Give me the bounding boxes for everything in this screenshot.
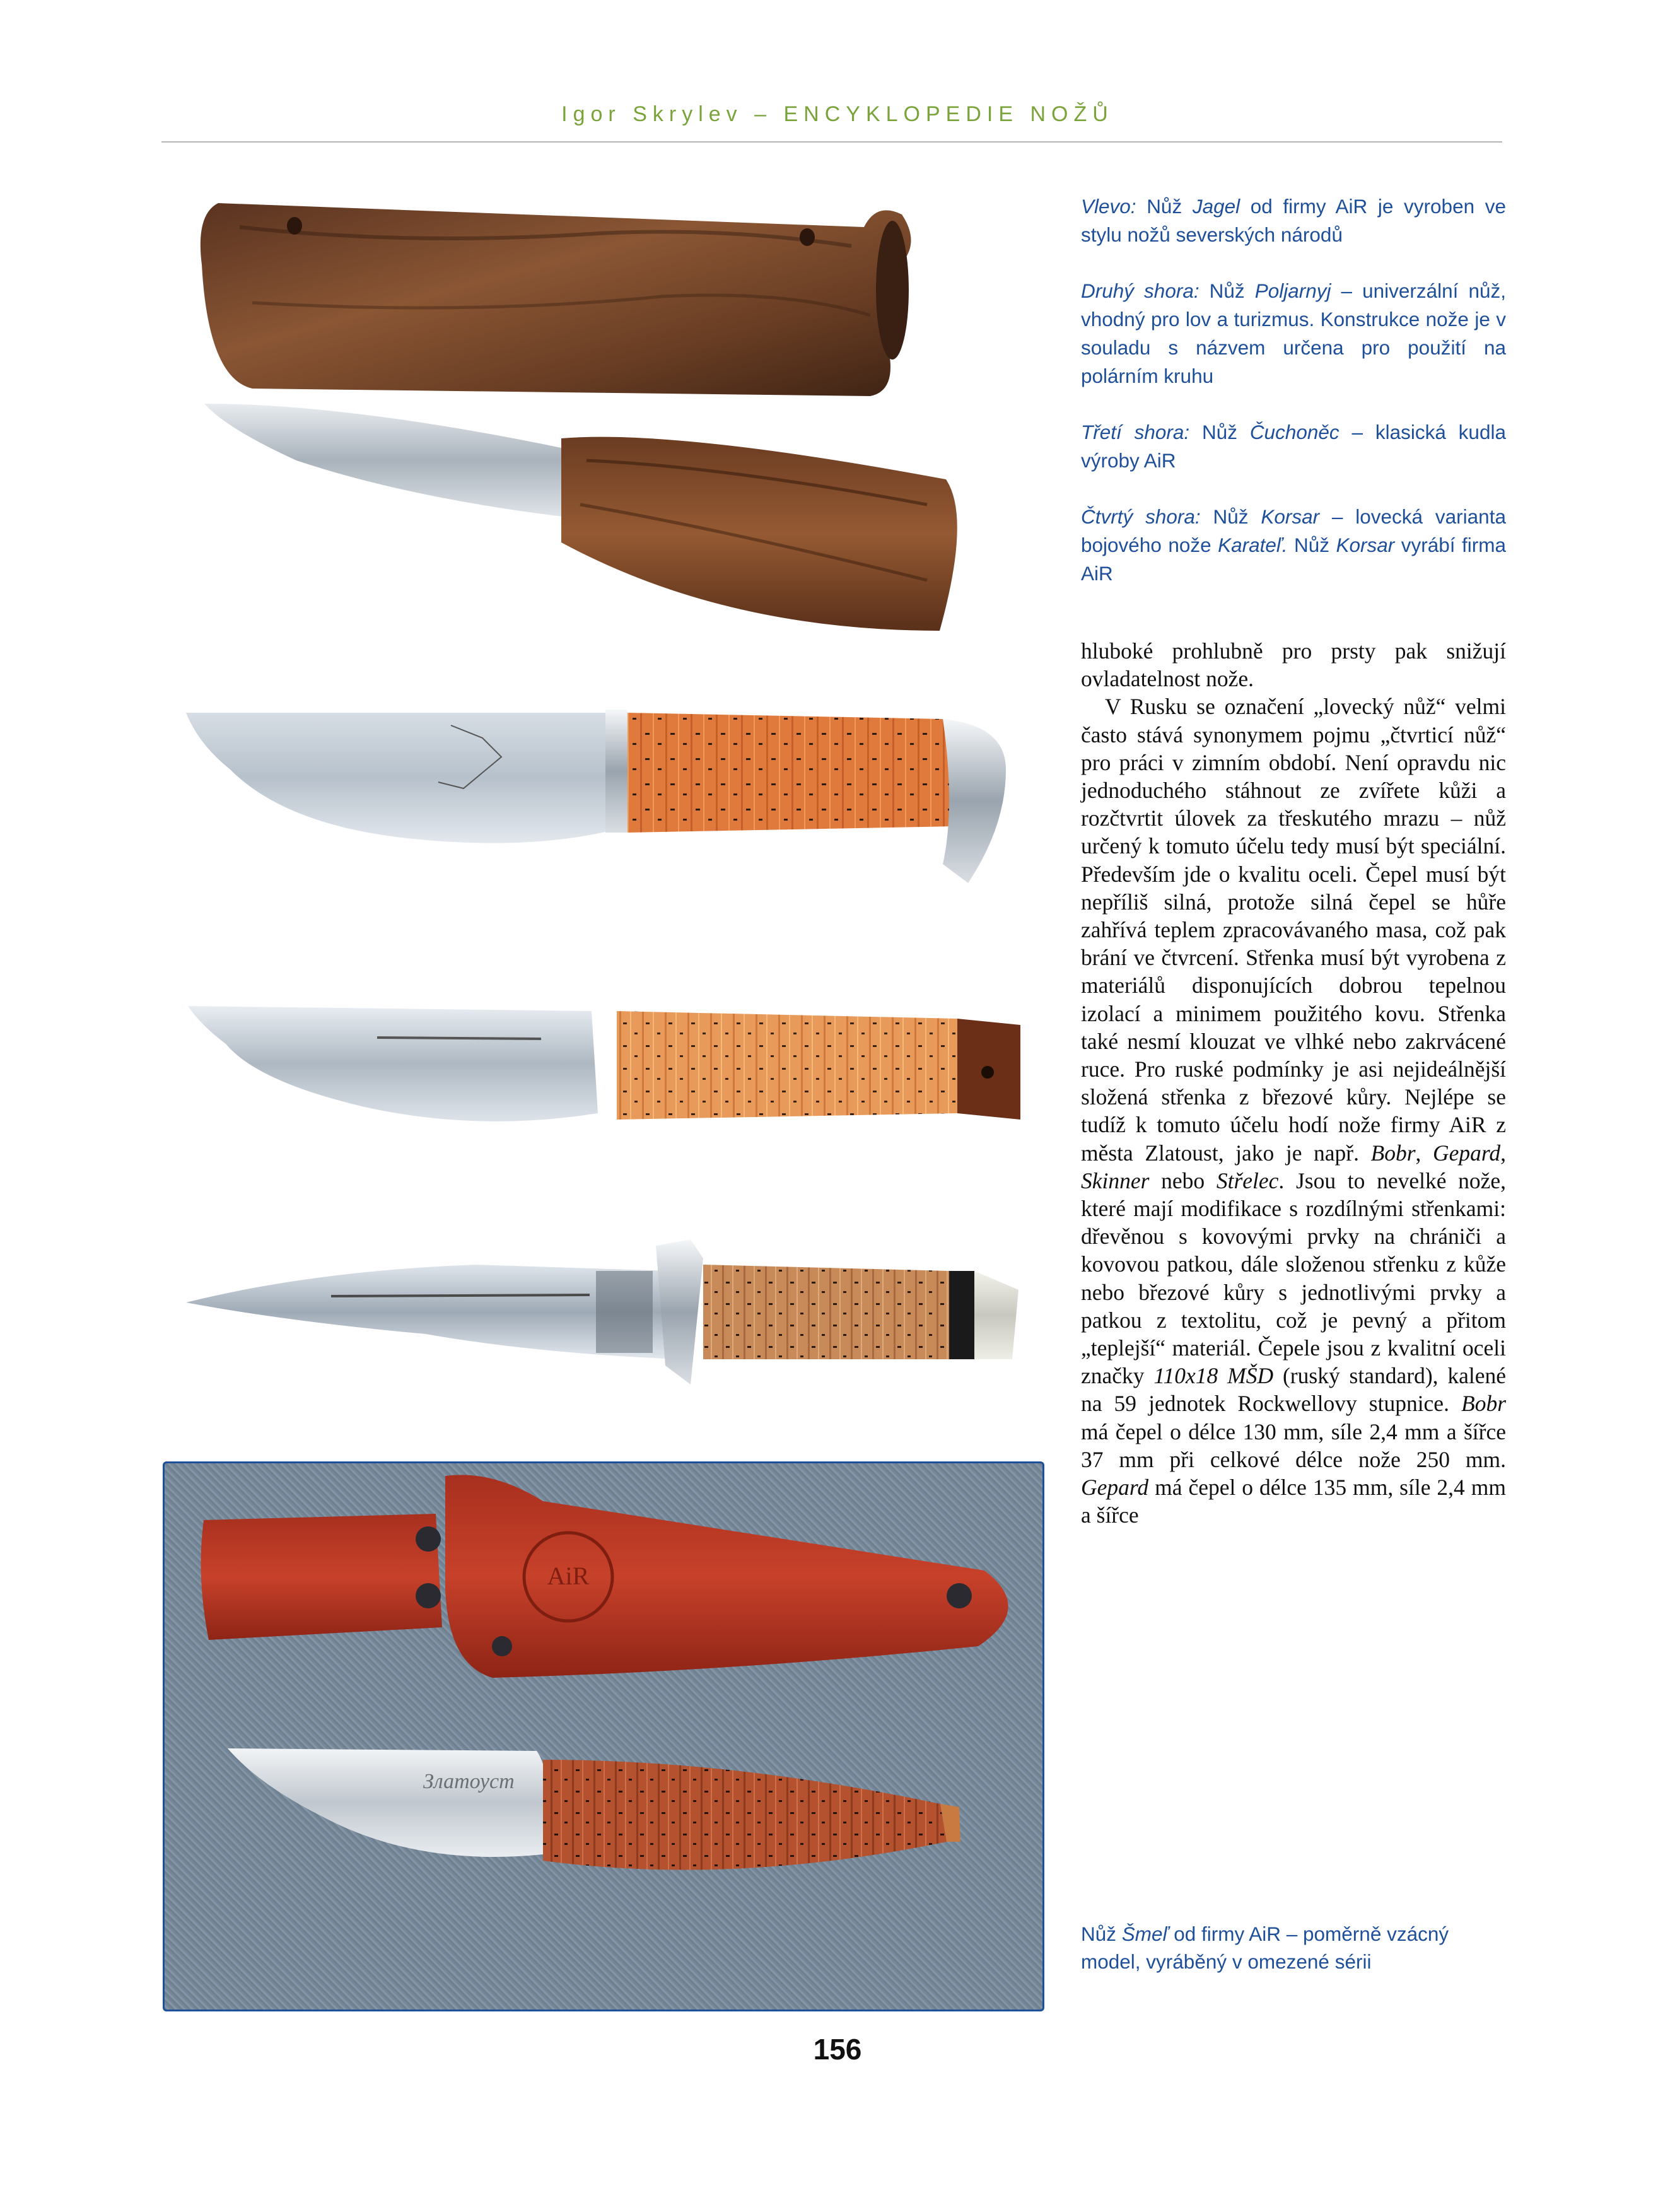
photo-captions	[1081, 192, 1506, 616]
caption-3-name: Čuchoněc	[1249, 421, 1339, 443]
caption-smel	[1081, 1920, 1506, 1975]
knife2	[186, 700, 1025, 896]
knife4	[186, 1233, 1025, 1410]
sheath-logo: AiR	[547, 1562, 590, 1590]
caption-3-text: – klasická kudla výroby AiR	[1081, 421, 1506, 472]
comma-2: ,	[1500, 1140, 1506, 1166]
knife5	[165, 1463, 1042, 2010]
bobr-spec: má čepel o délce 130 mm, síle 2,4 mm a šířce 37 mm při celkové délce nože 250 mm.	[1081, 1419, 1506, 1472]
header-rule	[161, 141, 1502, 143]
korsar-handle	[703, 1265, 949, 1359]
caption-2-pre: Nůž	[1209, 279, 1245, 302]
conj-nebo: nebo	[1161, 1167, 1205, 1193]
caption-1-text: od firmy AiR je vyroben ve stylu nožů severských národů	[1081, 195, 1506, 246]
cuchonec-blade	[188, 1006, 598, 1121]
caption-1-name: Jagel	[1192, 195, 1240, 218]
smel-caption-pre: Nůž	[1081, 1922, 1117, 1945]
name-strelec: Střelec	[1216, 1167, 1279, 1193]
body-text	[1081, 637, 1506, 1530]
page-number: 156	[813, 2033, 862, 2066]
korsar-pommel	[974, 1271, 1018, 1359]
header-title: ENCYKLOPEDIE NOŽŮ	[783, 102, 1114, 126]
name-skinner: Skinner	[1081, 1167, 1150, 1193]
caption-1-pre: Nůž	[1147, 195, 1182, 218]
blade-logo: Златоуст	[423, 1770, 515, 1793]
smel-blade	[228, 1748, 548, 1857]
caption-3	[1081, 418, 1506, 475]
smel-caption-text: od firmy AiR – poměrně vzácný model, vyráběný v omezené sérii	[1081, 1922, 1449, 1973]
cuchonec-handle	[617, 1011, 957, 1120]
smel-photo-panel	[163, 1461, 1044, 2011]
steel-grade: 110x18 MŠD	[1153, 1363, 1274, 1389]
caption-4	[1081, 503, 1506, 588]
body-paragraph-1: hluboké prohlubně pro prsty pak snižují ovladatelnost nože.	[1081, 638, 1506, 692]
poljarnyj-blade	[186, 713, 627, 843]
jagel-blade	[204, 404, 568, 517]
jagel-handle	[561, 437, 957, 631]
caption-3-pre: Nůž	[1201, 421, 1237, 443]
running-header	[0, 102, 1675, 127]
caption-2	[1081, 277, 1506, 390]
smel-belt-loop	[201, 1514, 443, 1640]
comma-1: ,	[1415, 1140, 1421, 1166]
body-after-names: Jsou to nevelké nože, které mají modifikace s rozdílnými střenkami: dřevěnou s kovovými prvky na chrániči a kovovou patkou, dále složenou střenku z kůže nebo březové kůry s jednotlivými prvky a patkou z textolitu, což je pevný a přitom „teplejší“ materiál. Čepele jsou z kvalitní oceli značky	[1081, 1167, 1507, 1389]
smel-sheath	[445, 1475, 1008, 1678]
caption-4-name: Korsar	[1261, 505, 1320, 528]
caption-4-name2: Karateľ.	[1218, 534, 1288, 556]
header-author: Igor Skrylev	[561, 102, 743, 126]
caption-4-name3: Korsar	[1336, 534, 1395, 556]
name-bobr: Bobr	[1370, 1140, 1416, 1166]
caption-4-text: – lovecká varianta bojového nože	[1081, 505, 1506, 556]
caption-1	[1081, 192, 1506, 249]
caption-2-name: Poljarnyj	[1254, 279, 1331, 302]
smel-caption-name: Šmeľ	[1121, 1922, 1169, 1945]
gepard-spec: má čepel o délce 135 mm, síle 2,4 mm a šířce	[1081, 1475, 1506, 1528]
name-gepard: Gepard	[1432, 1140, 1501, 1166]
bobr-ref: Bobr	[1461, 1391, 1507, 1417]
caption-4-text2: Nůž	[1294, 534, 1330, 556]
caption-1-label: Vlevo:	[1081, 195, 1136, 218]
body-after-steel: (ruský standard), kalené na 59 jednotek Rockwellovy stupnice.	[1081, 1363, 1507, 1417]
caption-3-label: Třetí shora:	[1081, 421, 1190, 443]
caption-4-label: Čtvrtý shora:	[1081, 505, 1201, 528]
caption-4-text3: vyrábí firma AiR	[1081, 534, 1506, 585]
smel-handle	[543, 1760, 947, 1870]
caption-2-text: – univerzální nůž, vhodný pro lov a turizmus. Konstrukce nože je v souladu s názvem určena pro použití na polárním kruhu	[1081, 279, 1506, 387]
gepard-ref: Gepard	[1081, 1475, 1149, 1501]
knife1	[158, 189, 1015, 643]
body-paragraph-2-text: V Rusku se označení „lovecký nůž“ velmi často stává synonymem pojmu „čtvrticí nůž“ pro práci v zimním období. Není opravdu nic jednoduchého stáhnout ze zvířete kůži a rozčtvrtit úlovek za třeskutého mrazu – nůž určený k tomuto účelu tedy musí být speciální. Především jde o kvalitu oceli. Čepel musí být nepříliš silná, protože silná čepel se hůře zahřívá teplem zpracovávaného masa, což pak brání ve čtvrcení. Střenka musí být vyrobena z materiálů disponujících dobrou tepelnou izolací a minimem použitého kovu. Střenka také nesmí klouzat ve vlhké nebo zakrvácené ruce. Pro ruské podmínky je asi nejideálnější složená střenka z březové kůry. Nejlépe se tudíž k tomuto účelu hodí nože firmy AiR z města Zlatoust, jako je např.	[1081, 694, 1506, 1166]
caption-4-pre: Nůž	[1213, 505, 1249, 528]
knife3	[188, 993, 1027, 1183]
poljarnyj-pommel	[943, 719, 1006, 883]
header-separator: –	[754, 102, 773, 126]
caption-2-label: Druhý shora:	[1081, 279, 1199, 302]
body-paragraph-2: V Rusku se označení „lovecký nůž“ velmi často stává synonymem pojmu „čtvrticí nůž“ pro práci v zimním období. Není opravdu nic jednoduchého stáhnout ze zvířete kůži a rozčtvrtit úlovek za třeskutého mrazu – nůž určený k tomuto účelu tedy musí být speciální. Především jde o kvalitu oceli. Čepel musí být nepříliš silná, protože silná čepel se hůře zahřívá teplem zpracovávaného masa, což pak brání ve čtvrcení. Střenka musí být vyrobena z materiálů disponujících dobrou tepelnou izolací a minimem použitého kovu. Střenka také nesmí klouzat ve vlhké nebo zakrvácené ruce. Pro ruské podmínky je asi nejideálnější složená střenka z březové kůry. Nejlépe se tudíž k tomuto účelu hodí nože firmy AiR z města Zlatoust, jako je např. Bobr, Gepard, Skinner nebo Střelec. Jsou to nevelké nože, které mají modifikace s rozdílnými střenkami: dřevěnou s kovovými prvky na chrániči a kovovou patkou, dále složenou střenku z kůže nebo březové kůry s jednotlivými prvky a patkou z textolitu, což je pevný a přitom „teplejší“ materiál. Čepele jsou z kvalitní oceli značky 110x18 MŠD (ruský standard), kalené na 59 jednotek Rockwellovy stupnice. Bobr má čepel o délce 130 mm, síle 2,4 mm a šířce 37 mm při celkové délce nože 250 mm. Gepard má čepel o délce 135 mm, síle 2,4 mm a šířce	[1081, 694, 1507, 1528]
poljarnyj-handle	[627, 713, 966, 833]
